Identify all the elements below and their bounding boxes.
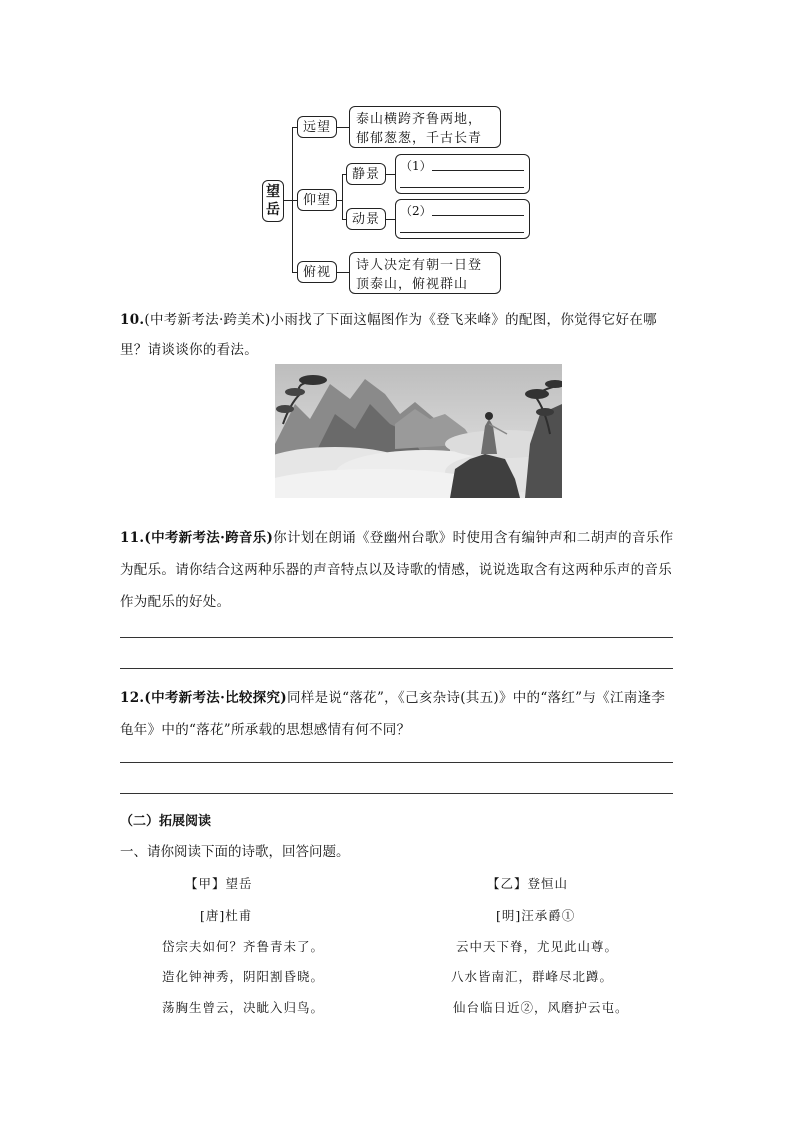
mindmap-desc-look-down (349, 252, 501, 294)
question-11 (120, 522, 675, 618)
question-text: 你计划在朗诵《登幽州台歌》时使用含有编钟声和二胡声的音乐作为配乐。请你结合这两种乐器的声音特点以及诗歌的情感，说说选取含有这两种乐声的音乐作为配乐的好处。 (120, 530, 674, 610)
answer-line (400, 232, 524, 233)
mindmap-center-label: 望岳 (266, 184, 280, 218)
question-12 (120, 682, 675, 746)
answer-line[interactable] (120, 762, 673, 763)
answer-line[interactable] (120, 637, 673, 638)
mindmap-blank-2[interactable] (395, 199, 530, 239)
desc-text: 诗人决定有朝一日登顶泰山，俯视群山 (356, 258, 483, 292)
sub-label: 静景 (351, 166, 380, 182)
poem-line: 荡胸生曾云，决眦入归鸟。 (162, 1000, 325, 1015)
question-text: 小雨找了下面这幅图作为《登飞来峰》的配图，你觉得它好在哪里？请谈谈你的看法。 (120, 312, 657, 358)
answer-line (400, 187, 524, 188)
question-number: 11. (120, 530, 145, 546)
mindmap-blank-1[interactable] (395, 154, 530, 194)
poem-line: 岱宗夫如何？齐鲁青未了。 (162, 939, 325, 954)
branch-label: 远望 (302, 119, 331, 135)
mindmap-desc-distant (349, 106, 501, 148)
question-tag: (中考新考法·跨音乐) (144, 530, 274, 546)
answer-line (432, 215, 524, 216)
answer-line[interactable] (120, 793, 673, 794)
branch-label: 仰望 (302, 192, 331, 208)
mindmap-sub-dynamic (346, 208, 386, 230)
branch-label: 俯视 (302, 264, 331, 280)
question-number: 12. (120, 690, 145, 706)
mountain-painting-illustration (275, 364, 562, 498)
mindmap-sub-static (346, 163, 386, 185)
poem-line: 八水皆南汇，群峰尽北蹲。 (451, 969, 614, 984)
connector (386, 174, 395, 175)
sub-label: 动景 (351, 211, 380, 227)
connector (386, 219, 395, 220)
mindmap-center (262, 180, 284, 222)
answer-line (432, 170, 524, 171)
answer-line[interactable] (120, 668, 673, 669)
section-heading: （二）拓展阅读 (120, 814, 212, 829)
mindmap-branch-look-down (297, 261, 337, 283)
poem-line: 造化钟神秀，阴阳割昏晓。 (162, 969, 325, 984)
poem-author: [唐]杜甫 (200, 908, 253, 923)
poem-title: 【乙】登恒山 (487, 876, 569, 891)
question-10 (120, 305, 675, 365)
mindmap-branch-distant (297, 116, 337, 138)
painting-svg (275, 364, 562, 498)
connector (337, 272, 349, 273)
connector (337, 127, 349, 128)
question-text: 同样是说“落花”，《己亥杂诗(其五)》中的“落红”与《江南逢李龟年》中的“落花”所承载的思想感情有何不同？ (120, 690, 666, 738)
poem-line: 云中天下脊，尤见此山尊。 (456, 939, 619, 954)
desc-text: 泰山横跨齐鲁两地，郁郁葱葱，千古长青 (356, 112, 483, 146)
connector (342, 174, 343, 220)
mindmap-branch-look-up (297, 189, 337, 211)
blank-number: （2） (400, 204, 432, 218)
poem-line: 仙台临日近②，风磨护云屯。 (453, 1000, 629, 1015)
poem-title: 【甲】望岳 (185, 876, 253, 891)
section-intro: 一、请你阅读下面的诗歌，回答问题。 (120, 844, 350, 860)
blank-number: （1） (400, 159, 432, 173)
question-tag: (中考新考法·跨美术) (144, 312, 271, 328)
poem-author: [明]汪承爵① (496, 908, 576, 923)
question-number: 10. (120, 312, 145, 328)
question-tag: (中考新考法·比较探究) (144, 690, 287, 706)
